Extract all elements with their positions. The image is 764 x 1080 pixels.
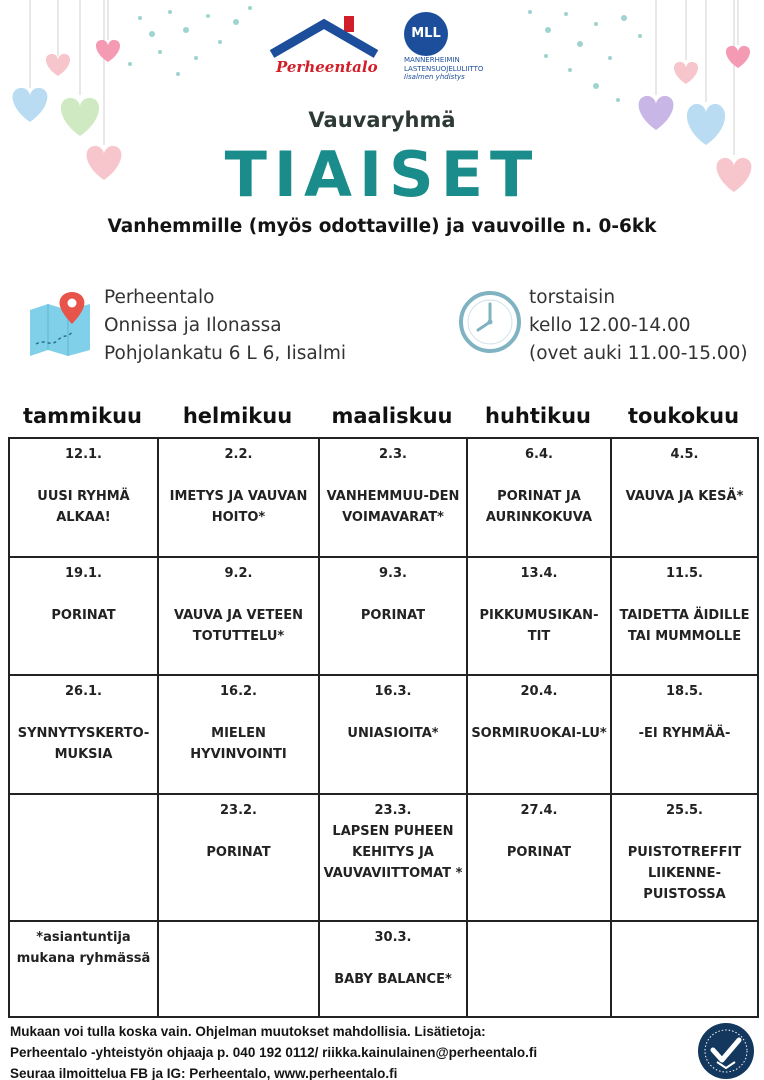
location-line: Perheentalo	[104, 287, 215, 308]
session-topic: VAUVA JA VETEEN TOTUTTELU*	[173, 608, 304, 644]
time-line: (ovet auki 11.00-15.00)	[529, 343, 748, 364]
session-topic: PORINAT JA AURINKOKUVA	[485, 489, 593, 525]
session-date: 19.1.	[64, 566, 102, 581]
footer-line: Perheentalo -yhteistyön ohjaaja p. 040 192 0112/ riikka.kainulainen@perheentalo.fi	[10, 1045, 538, 1060]
table-row	[9, 557, 758, 675]
session-topic: UNIASIOITA*	[347, 726, 439, 741]
session-date: 16.3.	[374, 684, 412, 699]
schedule-cell	[467, 675, 611, 794]
table-row	[9, 794, 758, 921]
heart-icon	[96, 40, 120, 62]
schedule-cell	[319, 794, 467, 921]
schedule-cell	[319, 438, 467, 557]
session-date: 23.2.	[219, 803, 257, 818]
month-header: maaliskuu	[331, 404, 453, 428]
month-header: helmikuu	[182, 404, 293, 428]
table-row	[9, 675, 758, 794]
session-topic: IMETYS JA VAUVAN HOITO*	[169, 489, 308, 525]
schedule-cell	[611, 794, 758, 921]
schedule-cell	[611, 675, 758, 794]
session-date: 2.3.	[379, 447, 407, 462]
mll-logo-text: MANNERHEIMIN LASTENSUOJELULIITTO Iisalmen yhdistys	[404, 56, 484, 81]
session-date: 26.1.	[64, 684, 102, 699]
footer-line: Seuraa ilmoittelua FB ja IG: Perheentalo, www.perheentalo.fi	[10, 1066, 398, 1080]
schedule-cell	[611, 438, 758, 557]
session-topic: PORINAT	[206, 845, 271, 860]
session-topic: VAUVA JA KESÄ*	[625, 489, 744, 504]
target-audience: Vanhemmille (myös odottaville) ja vauvoille n. 0-6kk	[107, 216, 657, 237]
session-date: 30.3.	[374, 930, 412, 945]
session-date: 9.2.	[224, 566, 253, 581]
clock-icon	[458, 290, 522, 354]
schedule-cell	[9, 794, 158, 921]
time-line: kello 12.00-14.00	[529, 315, 691, 336]
schedule-cell	[611, 557, 758, 675]
session-topic: SORMIRUOKAI-LU*	[471, 726, 607, 741]
schedule-cell	[319, 557, 467, 675]
session-date: 16.2.	[219, 684, 257, 699]
schedule-table	[8, 437, 759, 1018]
mll-logo	[402, 12, 512, 92]
heart-icon	[674, 62, 698, 84]
session-topic: SYNNYTYSKERTO-MUKSIA	[17, 726, 150, 762]
location-info	[104, 284, 346, 368]
schedule-cell	[467, 921, 611, 1017]
quality-seal-icon	[697, 1022, 755, 1080]
location-line: Onnissa ja Ilonassa	[104, 315, 282, 336]
schedule-cell	[9, 438, 158, 557]
session-date: 11.5.	[665, 566, 703, 581]
session-date: 23.3.	[374, 803, 412, 818]
session-topic: PORINAT	[506, 845, 572, 860]
session-date: 20.4.	[520, 684, 558, 699]
schedule-cell	[319, 675, 467, 794]
session-topic: VANHEMMUU-DEN VOIMAVARAT*	[326, 489, 460, 525]
session-date: 6.4.	[525, 447, 553, 462]
location-line: Pohjolankatu 6 L 6, Iisalmi	[104, 343, 347, 364]
house-roof-icon	[268, 14, 380, 62]
session-date: 25.5.	[665, 803, 703, 818]
session-topic: MIELEN HYVINVOINTI	[190, 726, 287, 762]
expert-footnote	[9, 921, 158, 1017]
month-header: toukokuu	[627, 404, 740, 428]
page-title: TIAISET	[224, 138, 540, 211]
session-date: 27.4.	[520, 803, 558, 818]
session-topic: PUISTOTREFFIT LIIKENNE-PUISTOSSA	[627, 845, 742, 902]
footnote-text: *asiantuntija mukana ryhmässä	[16, 930, 151, 966]
time-line: torstaisin	[529, 287, 616, 308]
schedule-cell	[467, 438, 611, 557]
footer-info	[10, 1021, 690, 1080]
schedule-cell	[158, 438, 319, 557]
session-date: 13.4.	[520, 566, 558, 581]
mll-badge: MLL	[404, 12, 448, 56]
month-header: huhtikuu	[485, 404, 591, 428]
time-info	[529, 284, 748, 368]
perheentalo-logo	[268, 14, 380, 86]
schedule-cell	[467, 794, 611, 921]
schedule-cell	[611, 921, 758, 1017]
heart-icon	[46, 54, 70, 76]
session-topic: LAPSEN PUHEEN KEHITYS JA VAUVAVIITTOMAT *	[323, 824, 463, 881]
schedule-cell	[319, 921, 467, 1017]
session-date: 9.3.	[379, 566, 407, 581]
month-header: tammikuu	[22, 404, 143, 428]
session-topic: UUSI RYHMÄ ALKAA!	[37, 489, 130, 525]
month-headers	[8, 404, 757, 436]
table-row	[9, 438, 758, 557]
schedule-cell	[158, 557, 319, 675]
session-topic: PIKKUMUSIKAN-TIT	[479, 608, 599, 644]
schedule-cell	[158, 794, 319, 921]
schedule-cell	[158, 921, 319, 1017]
session-topic: -EI RYHMÄÄ-	[638, 726, 731, 741]
heart-icon	[726, 46, 750, 68]
page-subtitle: Vauvaryhmä	[308, 108, 456, 132]
table-row	[9, 921, 758, 1017]
session-topic: PORINAT	[51, 608, 116, 623]
schedule-cell	[9, 675, 158, 794]
map-pin-icon	[28, 290, 92, 356]
session-date: 18.5.	[665, 684, 703, 699]
session-topic: TAIDETTA ÄIDILLE TAI MUMMOLLE	[619, 608, 750, 644]
session-date: 2.2.	[224, 447, 253, 462]
schedule-cell	[158, 675, 319, 794]
session-date: 12.1.	[64, 447, 102, 462]
perheentalo-logo-text: Perheentalo	[276, 58, 378, 76]
schedule-cell	[9, 557, 158, 675]
schedule-cell	[467, 557, 611, 675]
session-date: 4.5.	[670, 447, 699, 462]
session-topic: BABY BALANCE*	[334, 972, 452, 987]
footer-line: Mukaan voi tulla koska vain. Ohjelman muutokset mahdollisia. Lisätietoja:	[10, 1024, 486, 1039]
session-topic: PORINAT	[360, 608, 426, 623]
